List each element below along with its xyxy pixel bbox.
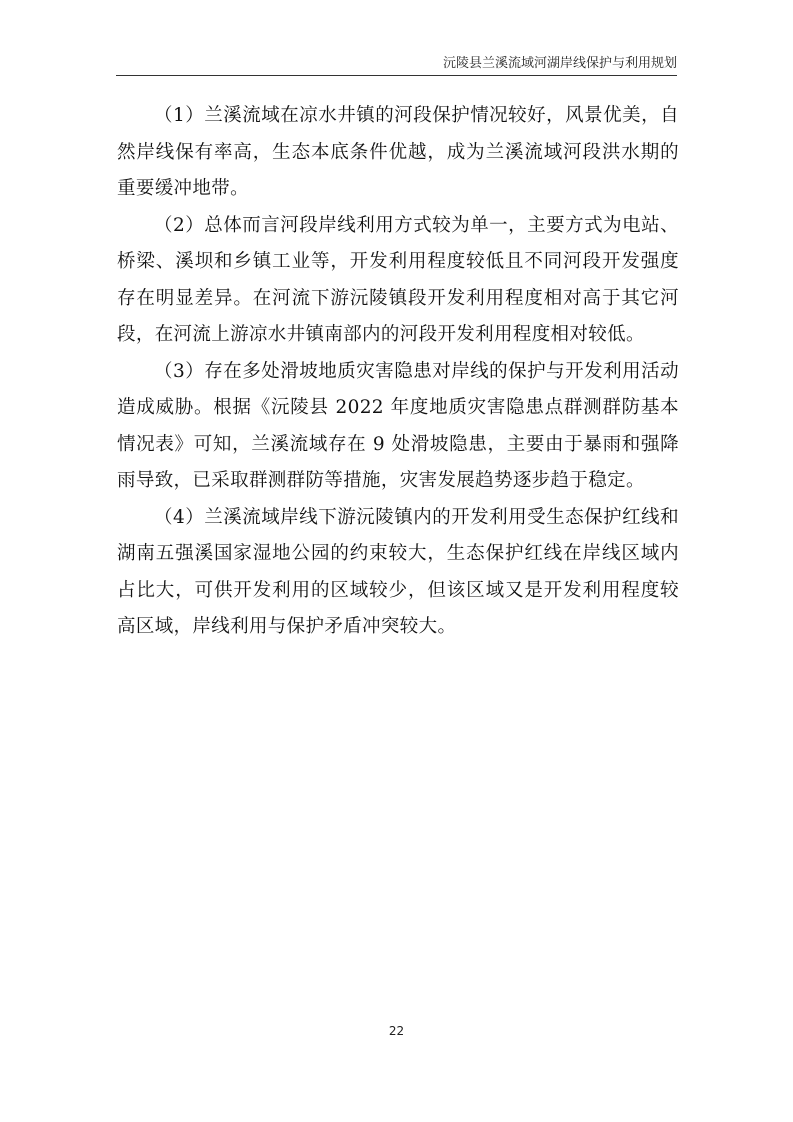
page-number: 22 [388, 1024, 405, 1038]
running-header: 沅陵县兰溪流域河湖岸线保护与利用规划 [116, 54, 677, 76]
body-text [117, 98, 679, 646]
paragraph-3: （3）存在多处滑坡地质灾害隐患对岸线的保护与开发利用活动造成威胁。根据《沅陵县 2022 年度地质灾害隐患点群测群防基本情况表》可知，兰溪流域存在 9 处滑坡隐患，主要由于暴雨和强降雨导致，已采取群测群防等措施，灾害发展趋势逐步趋于稳定。 [117, 360, 679, 491]
paragraph-1: （1）兰溪流域在凉水井镇的河段保护情况较好，风景优美，自然岸线保有率高，生态本底条件优越，成为兰溪流域河段洪水期的重要缓冲地带。 [117, 105, 679, 199]
paragraph-2: （2）总体而言河段岸线利用方式较为单一，主要方式为电站、桥梁、溪坝和乡镇工业等，开发利用程度较低且不同河段开发强度存在明显差异。在河流下游沅陵镇段开发利用程度相对高于其它河段，在河流上游凉水井镇南部内的河段开发利用程度相对较低。 [117, 214, 679, 345]
paragraph-4: （4）兰溪流域岸线下游沅陵镇内的开发利用受生态保护红线和湖南五强溪国家湿地公园的约束较大，生态保护红线在岸线区域内占比大，可供开发利用的区域较少，但该区域又是开发利用程度较高区域，岸线利用与保护矛盾冲突较大。 [117, 506, 679, 637]
